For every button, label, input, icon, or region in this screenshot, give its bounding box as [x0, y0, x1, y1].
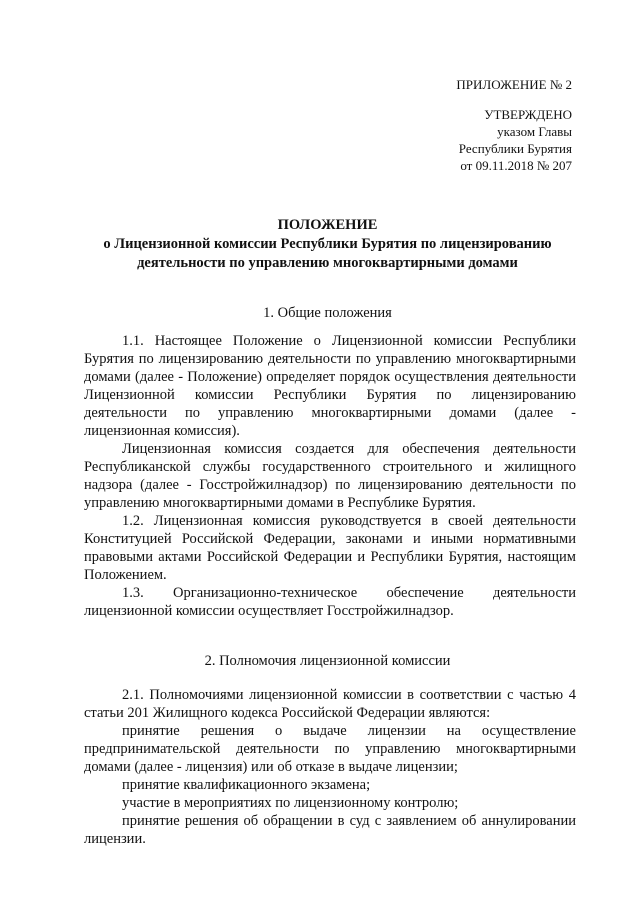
- section1-paragraph-1-2: 1.2. Лицензионная комиссия руководствуется в своей деятельности Конституцией Российской Федерации, законами и иными нормативными правовыми актами Российской Федерации и Республики Бурятия, настоящим Положением.: [84, 513, 576, 583]
- approval-by-decree: указом Главы: [497, 124, 572, 139]
- section2-item-qualification-exam: принятие квалификационного экзамена;: [122, 777, 371, 793]
- section2-item-license-decision: принятие решения о выдаче лицензии на осуществление предпринимательской деятельности по управлению многоквартирными домами (далее - лицензия) или об отказе в выдаче лицензии;: [84, 723, 576, 775]
- section1-heading: 1. Общие положения: [263, 305, 392, 321]
- section2-item-court-annulment: принятие решения об обращении в суд с заявлением об аннулировании лицензии.: [84, 813, 576, 847]
- document-title: ПОЛОЖЕНИЕ: [277, 217, 378, 233]
- section2-heading: 2. Полномочия лицензионной комиссии: [204, 653, 451, 669]
- approval-date-number: от 09.11.2018 № 207: [460, 158, 572, 173]
- appendix-label: ПРИЛОЖЕНИЕ № 2: [456, 77, 572, 92]
- section1-paragraph-1-1: 1.1. Настоящее Положение о Лицензионной комиссии Республики Бурятия по лицензированию деятельности по управлению многоквартирными домами (далее - Положение) определяет порядок осуществления деятельности Лицензионной комиссии Республики Бурятия по лицензированию деятельности по управлению многоквартирными домами (далее - лицензионная комиссия).: [84, 333, 576, 439]
- section2-body: [84, 686, 576, 848]
- document-subtitle-line1: о Лицензионной комиссии Республики Бурятия по лицензированию: [103, 236, 552, 252]
- section1-body: [84, 332, 576, 620]
- section1-paragraph-purpose: Лицензионная комиссия создается для обеспечения деятельности Республиканской службы государственного строительного и жилищного надзора (далее - Госстройжилнадзор) по лицензированию деятельности по управлению многоквартирными домами в Республике Бурятия.: [84, 441, 576, 511]
- section2-item-license-control: участие в мероприятиях по лицензионному контролю;: [122, 795, 459, 811]
- approved-stamp-heading: УТВЕРЖДЕНО: [484, 107, 572, 122]
- approval-republic: Республики Бурятия: [458, 141, 572, 156]
- document-subtitle-line2: деятельности по управлению многоквартирными домами: [137, 255, 518, 271]
- section2-paragraph-2-1: 2.1. Полномочиями лицензионной комиссии в соответствии с частью 4 статьи 201 Жилищного кодекса Российской Федерации являются:: [84, 687, 576, 721]
- section1-paragraph-1-3: 1.3. Организационно-техническое обеспечение деятельности лицензионной комиссии осуществляет Госстройжилнадзор.: [84, 585, 576, 619]
